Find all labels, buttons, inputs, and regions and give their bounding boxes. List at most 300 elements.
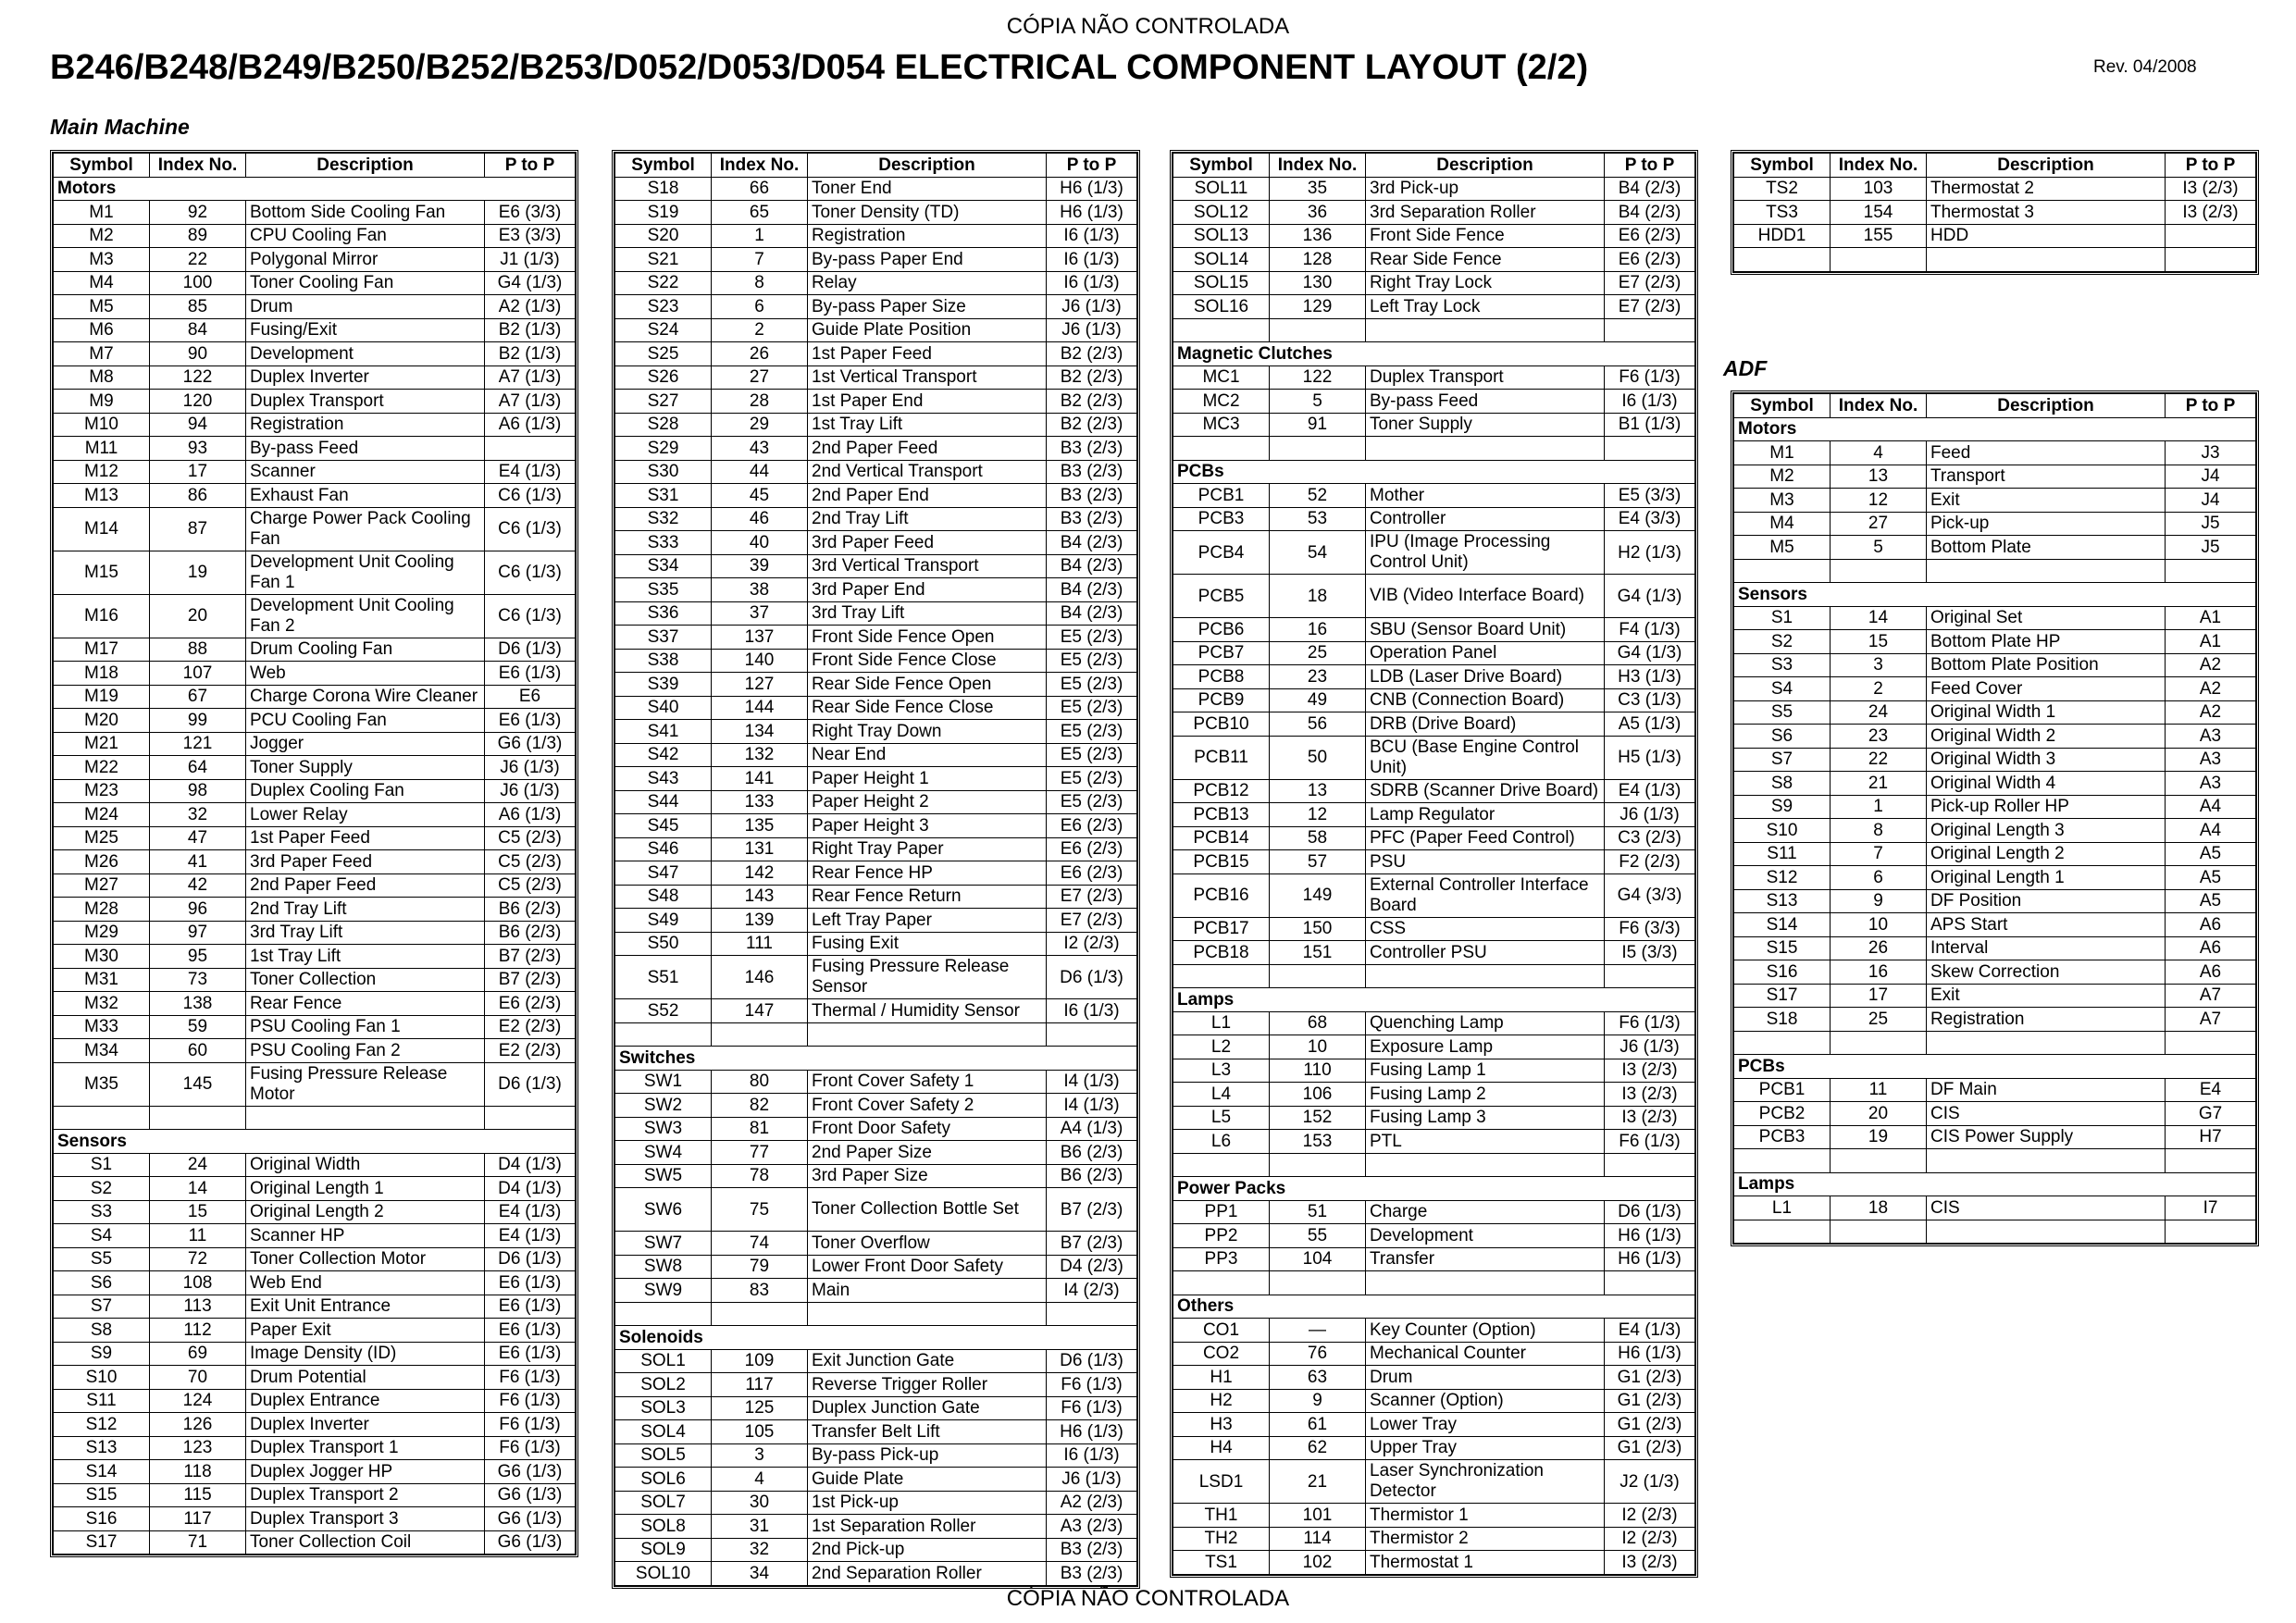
table-row xyxy=(1173,1366,1695,1390)
symbol-cell: SOL1 xyxy=(615,1349,712,1373)
ptop-cell: A2 xyxy=(2166,700,2256,725)
ptop-cell: J5 xyxy=(2166,512,2256,536)
description-cell: By-pass Pick-up xyxy=(808,1443,1047,1468)
ptop-cell: G4 (1/3) xyxy=(1605,575,1695,618)
column-header: Index No. xyxy=(1831,154,1927,178)
table-row xyxy=(1173,712,1695,737)
symbol-cell: S48 xyxy=(615,885,712,909)
symbol-cell: S17 xyxy=(1734,984,1831,1008)
description-cell: 3rd Paper Size xyxy=(808,1164,1047,1188)
table-row xyxy=(54,318,576,342)
symbol-cell: S41 xyxy=(615,720,712,744)
index-cell: 59 xyxy=(150,1015,246,1039)
description-cell: VIB (Video Interface Board) xyxy=(1366,575,1605,618)
ptop-cell: H3 (1/3) xyxy=(1605,665,1695,689)
description-cell: Left Tray Paper xyxy=(808,909,1047,933)
ptop-cell: E6 (1/3) xyxy=(485,1295,576,1319)
index-cell: 138 xyxy=(150,992,246,1016)
ptop-cell: E4 (3/3) xyxy=(1605,507,1695,531)
symbol-cell: PCB1 xyxy=(1734,1078,1831,1102)
symbol-cell xyxy=(615,1022,712,1047)
description-cell: DRB (Drive Board) xyxy=(1366,712,1605,737)
ptop-cell: I2 (2/3) xyxy=(1605,1504,1695,1528)
table-row xyxy=(54,224,576,248)
ptop-cell: E6 (2/3) xyxy=(1047,837,1137,861)
table-row xyxy=(54,551,576,594)
symbol-cell: M7 xyxy=(54,342,150,366)
ptop-cell: J6 (1/3) xyxy=(485,779,576,803)
table-row xyxy=(54,968,576,992)
index-cell: 108 xyxy=(150,1271,246,1295)
description-cell: 3rd Paper End xyxy=(808,578,1047,602)
description-cell: Thermostat 1 xyxy=(1366,1551,1605,1575)
column-header: Symbol xyxy=(615,154,712,178)
table-row xyxy=(54,1015,576,1039)
table-row xyxy=(54,826,576,850)
index-cell: 122 xyxy=(1270,365,1366,390)
index-cell: 40 xyxy=(712,531,808,555)
symbol-cell: S6 xyxy=(1734,725,1831,749)
description-cell: Exit xyxy=(1927,489,2166,513)
table-row xyxy=(1173,1319,1695,1343)
description-cell: 3rd Separation Roller xyxy=(1366,201,1605,225)
table-row xyxy=(54,1039,576,1063)
index-cell: 18 xyxy=(1270,575,1366,618)
table-row xyxy=(615,861,1137,886)
index-cell: 10 xyxy=(1831,913,1927,937)
table-row xyxy=(615,1070,1137,1094)
table-row xyxy=(1173,365,1695,390)
description-cell: By-pass Feed xyxy=(246,437,485,461)
table-row xyxy=(54,1507,576,1531)
symbol-cell: L1 xyxy=(1173,1011,1270,1035)
description-cell: Exhaust Fan xyxy=(246,484,485,508)
description-cell: Toner Collection Motor xyxy=(246,1247,485,1271)
table-row xyxy=(615,743,1137,767)
symbol-cell: S47 xyxy=(615,861,712,886)
component-table-4 xyxy=(1731,150,2259,275)
index-cell: 27 xyxy=(1831,512,1927,536)
ptop-cell xyxy=(1605,1271,1695,1295)
description-cell: Duplex Junction Gate xyxy=(808,1396,1047,1420)
description-cell: Drum xyxy=(246,295,485,319)
ptop-cell: E5 (3/3) xyxy=(1605,484,1695,508)
symbol-cell: M28 xyxy=(54,898,150,922)
index-cell: 37 xyxy=(712,601,808,626)
description-cell: 2nd Tray Lift xyxy=(808,507,1047,531)
table-row xyxy=(1734,1149,2256,1173)
table-row xyxy=(54,709,576,733)
table-row xyxy=(1173,1413,1695,1437)
ptop-cell: H7 xyxy=(2166,1125,2256,1149)
symbol-cell: MC1 xyxy=(1173,365,1270,390)
index-cell: 49 xyxy=(1270,688,1366,712)
ptop-cell: E5 (2/3) xyxy=(1047,720,1137,744)
description-cell: Charge Power Pack Cooling Fan xyxy=(246,507,485,551)
index-cell: 142 xyxy=(712,861,808,886)
description-cell: Original Width xyxy=(246,1153,485,1177)
ptop-cell: J6 (1/3) xyxy=(1047,1468,1137,1492)
index-cell: 58 xyxy=(1270,826,1366,850)
table-row xyxy=(54,1342,576,1366)
description-cell: External Controller Interface Board xyxy=(1366,873,1605,917)
index-cell xyxy=(712,1302,808,1326)
symbol-cell: SW2 xyxy=(615,1094,712,1118)
description-cell: Feed Cover xyxy=(1927,677,2166,701)
ptop-cell: A7 (1/3) xyxy=(485,390,576,414)
table-row xyxy=(54,295,576,319)
ptop-cell: E6 (2/3) xyxy=(1047,861,1137,886)
ptop-cell: A5 xyxy=(2166,889,2256,913)
description-cell: Transfer xyxy=(1366,1247,1605,1271)
ptop-cell: J6 (1/3) xyxy=(1047,295,1137,319)
index-cell: 150 xyxy=(1270,917,1366,941)
index-cell: 2 xyxy=(712,318,808,342)
index-cell xyxy=(1270,437,1366,461)
table-row xyxy=(1173,318,1695,342)
index-cell: 74 xyxy=(712,1232,808,1256)
index-cell xyxy=(1270,318,1366,342)
index-cell: 14 xyxy=(150,1177,246,1201)
symbol-cell: S12 xyxy=(54,1413,150,1437)
table-row xyxy=(1173,618,1695,642)
description-cell: Jogger xyxy=(246,732,485,756)
symbol-cell: M4 xyxy=(1734,512,1831,536)
index-cell: 28 xyxy=(712,390,808,414)
index-cell: 134 xyxy=(712,720,808,744)
index-cell: 34 xyxy=(712,1562,808,1586)
ptop-cell: E6 (1/3) xyxy=(485,1319,576,1343)
ptop-cell: C6 (1/3) xyxy=(485,594,576,638)
table-row xyxy=(1173,964,1695,988)
ptop-cell: B2 (1/3) xyxy=(485,342,576,366)
description-cell: PSU Cooling Fan 1 xyxy=(246,1015,485,1039)
description-cell: Development xyxy=(1366,1224,1605,1248)
index-cell: 51 xyxy=(1270,1200,1366,1224)
description-cell: 1st Paper Feed xyxy=(808,342,1047,366)
ptop-cell: B1 (1/3) xyxy=(1605,413,1695,437)
description-cell: 2nd Separation Roller xyxy=(808,1562,1047,1586)
description-cell: Front Side Fence Open xyxy=(808,626,1047,650)
column-header: Description xyxy=(246,154,485,178)
symbol-cell: M17 xyxy=(54,638,150,662)
table-row xyxy=(1173,1527,1695,1551)
ptop-cell: B7 (2/3) xyxy=(1047,1232,1137,1256)
index-cell: 13 xyxy=(1270,779,1366,803)
index-cell: 31 xyxy=(712,1515,808,1539)
index-cell: 105 xyxy=(712,1420,808,1444)
description-cell: Near End xyxy=(808,743,1047,767)
index-cell: 52 xyxy=(1270,484,1366,508)
description-cell: Front Cover Safety 1 xyxy=(808,1070,1047,1094)
ptop-cell: A3 xyxy=(2166,725,2256,749)
index-cell: 104 xyxy=(1270,1247,1366,1271)
symbol-cell: M1 xyxy=(54,201,150,225)
symbol-cell: PCB4 xyxy=(1173,531,1270,575)
index-cell: 106 xyxy=(1270,1083,1366,1107)
description-cell: Upper Tray xyxy=(1366,1436,1605,1460)
group-label: Switches xyxy=(615,1047,1137,1071)
ptop-cell: B3 (2/3) xyxy=(1047,507,1137,531)
table-row xyxy=(1734,1078,2256,1102)
symbol-cell: S1 xyxy=(54,1153,150,1177)
ptop-cell xyxy=(1605,437,1695,461)
ptop-cell: G7 xyxy=(2166,1102,2256,1126)
index-cell: 73 xyxy=(150,968,246,992)
ptop-cell: D6 (1/3) xyxy=(485,1247,576,1271)
symbol-cell: M13 xyxy=(54,484,150,508)
page-title: B246/B248/B249/B250/B252/B253/D052/D053/D054 ELECTRICAL COMPONENT LAYOUT (2/2) xyxy=(50,48,1589,87)
description-cell: Registration xyxy=(246,413,485,437)
ptop-cell: B6 (2/3) xyxy=(1047,1164,1137,1188)
index-cell xyxy=(1270,964,1366,988)
table-row xyxy=(54,271,576,295)
index-cell: 113 xyxy=(150,1295,246,1319)
ptop-cell: E5 (2/3) xyxy=(1047,696,1137,720)
index-cell: 79 xyxy=(712,1255,808,1279)
table-row xyxy=(1173,779,1695,803)
table-row xyxy=(1173,1342,1695,1366)
table-row xyxy=(615,932,1137,956)
description-cell xyxy=(246,1106,485,1130)
description-cell: BCU (Base Engine Control Unit) xyxy=(1366,736,1605,779)
description-cell: PFC (Paper Feed Control) xyxy=(1366,826,1605,850)
symbol-cell: SW3 xyxy=(615,1117,712,1141)
ptop-cell: A6 xyxy=(2166,936,2256,960)
index-cell: 25 xyxy=(1270,641,1366,665)
component-table-1 xyxy=(50,150,578,1557)
ptop-cell: B3 (2/3) xyxy=(1047,437,1137,461)
ptop-cell: G1 (2/3) xyxy=(1605,1436,1695,1460)
symbol-cell: S43 xyxy=(615,767,712,791)
index-cell: 147 xyxy=(712,999,808,1023)
table-row xyxy=(1734,819,2256,843)
symbol-cell: S10 xyxy=(54,1366,150,1390)
description-cell: Skew Correction xyxy=(1927,960,2166,985)
ptop-cell: E6 (1/3) xyxy=(485,1342,576,1366)
index-cell: 5 xyxy=(1831,536,1927,560)
symbol-cell xyxy=(1734,1149,1831,1173)
table-row xyxy=(1173,1200,1695,1224)
symbol-cell: M22 xyxy=(54,756,150,780)
index-cell: 26 xyxy=(1831,936,1927,960)
description-cell: 2nd Paper End xyxy=(808,484,1047,508)
index-cell: 145 xyxy=(150,1062,246,1106)
description-cell: Thermostat 2 xyxy=(1927,177,2166,201)
symbol-cell: M14 xyxy=(54,507,150,551)
table-row xyxy=(1173,803,1695,827)
table-row xyxy=(1734,984,2256,1008)
symbol-cell: S11 xyxy=(1734,842,1831,866)
column-header: P to P xyxy=(2166,394,2256,418)
table-row xyxy=(615,814,1137,838)
group-label: Sensors xyxy=(54,1130,576,1154)
table-row xyxy=(54,413,576,437)
ptop-cell: D6 (1/3) xyxy=(1605,1200,1695,1224)
table-row xyxy=(1173,1153,1695,1177)
description-cell: 2nd Paper Feed xyxy=(808,437,1047,461)
ptop-cell: B4 (2/3) xyxy=(1047,554,1137,578)
ptop-cell: E6 (2/3) xyxy=(1605,248,1695,272)
index-cell: 109 xyxy=(712,1349,808,1373)
ptop-cell: I2 (2/3) xyxy=(1047,932,1137,956)
index-cell: 19 xyxy=(150,551,246,594)
group-label: Motors xyxy=(54,177,576,201)
ptop-cell: G6 (1/3) xyxy=(485,732,576,756)
symbol-cell: S44 xyxy=(615,790,712,814)
index-cell: 91 xyxy=(1270,413,1366,437)
symbol-cell: LSD1 xyxy=(1173,1460,1270,1504)
table-row xyxy=(615,271,1137,295)
ptop-cell: I7 xyxy=(2166,1196,2256,1220)
symbol-cell: S37 xyxy=(615,626,712,650)
ptop-cell: E7 (2/3) xyxy=(1047,885,1137,909)
ptop-cell: A4 xyxy=(2166,795,2256,819)
column-header: Description xyxy=(1366,154,1605,178)
description-cell: Drum Potential xyxy=(246,1366,485,1390)
ptop-cell: A2 xyxy=(2166,653,2256,677)
ptop-cell: B3 (2/3) xyxy=(1047,1562,1137,1586)
index-cell: 96 xyxy=(150,898,246,922)
symbol-cell: SW9 xyxy=(615,1279,712,1303)
table-row xyxy=(54,638,576,662)
index-cell: 146 xyxy=(712,956,808,999)
index-cell: 57 xyxy=(1270,850,1366,874)
table-row xyxy=(615,342,1137,366)
ptop-cell: E6 (1/3) xyxy=(485,662,576,686)
symbol-cell: S32 xyxy=(615,507,712,531)
table-row xyxy=(615,578,1137,602)
symbol-cell: S17 xyxy=(54,1530,150,1555)
ptop-cell: J6 (1/3) xyxy=(485,756,576,780)
ptop-cell: F6 (1/3) xyxy=(485,1366,576,1390)
table-row xyxy=(54,365,576,390)
index-cell: 111 xyxy=(712,932,808,956)
table-row xyxy=(1173,531,1695,575)
table-row xyxy=(615,413,1137,437)
table-row xyxy=(1734,936,2256,960)
table-row xyxy=(1173,1504,1695,1528)
ptop-cell: E6 (1/3) xyxy=(485,709,576,733)
symbol-cell: H4 xyxy=(1173,1436,1270,1460)
ptop-cell: A3 xyxy=(2166,748,2256,772)
table-row xyxy=(54,1224,576,1248)
group-header-row xyxy=(1734,417,2256,441)
table-row xyxy=(54,1153,576,1177)
symbol-cell: PCB6 xyxy=(1173,618,1270,642)
index-cell: 80 xyxy=(712,1070,808,1094)
table-row xyxy=(1734,1125,2256,1149)
symbol-cell: S29 xyxy=(615,437,712,461)
description-cell: 1st Tray Lift xyxy=(246,945,485,969)
table-row xyxy=(615,365,1137,390)
symbol-cell: S15 xyxy=(1734,936,1831,960)
table-row xyxy=(615,790,1137,814)
ptop-cell: B6 (2/3) xyxy=(485,921,576,945)
ptop-cell: D6 (1/3) xyxy=(485,638,576,662)
symbol-cell: S2 xyxy=(54,1177,150,1201)
symbol-cell: M9 xyxy=(54,390,150,414)
description-cell: Thermistor 1 xyxy=(1366,1504,1605,1528)
index-cell: 136 xyxy=(1270,224,1366,248)
table-row xyxy=(615,1396,1137,1420)
symbol-cell: PCB3 xyxy=(1173,507,1270,531)
index-cell: 139 xyxy=(712,909,808,933)
table-row xyxy=(1173,1035,1695,1059)
table-row xyxy=(615,437,1137,461)
symbol-cell: S50 xyxy=(615,932,712,956)
table-row xyxy=(1734,177,2256,201)
symbol-cell: M2 xyxy=(1734,465,1831,489)
ptop-cell: I6 (1/3) xyxy=(1047,271,1137,295)
description-cell: SDRB (Scanner Drive Board) xyxy=(1366,779,1605,803)
description-cell: Bottom Plate HP xyxy=(1927,630,2166,654)
description-cell: Key Counter (Option) xyxy=(1366,1319,1605,1343)
description-cell: Operation Panel xyxy=(1366,641,1605,665)
ptop-cell: B2 (2/3) xyxy=(1047,413,1137,437)
symbol-cell: S7 xyxy=(1734,748,1831,772)
ptop-cell: B4 (2/3) xyxy=(1047,531,1137,555)
table-row xyxy=(54,779,576,803)
ptop-cell: F6 (1/3) xyxy=(1047,1373,1137,1397)
ptop-cell: G4 (3/3) xyxy=(1605,873,1695,917)
table-row xyxy=(1173,1130,1695,1154)
symbol-cell: S9 xyxy=(1734,795,1831,819)
symbol-cell: S4 xyxy=(54,1224,150,1248)
table-row xyxy=(615,1491,1137,1515)
description-cell: HDD xyxy=(1927,224,2166,248)
column-header: Index No. xyxy=(712,154,808,178)
column-header: Index No. xyxy=(1270,154,1366,178)
column-header: Symbol xyxy=(1734,394,1831,418)
ptop-cell: A3 xyxy=(2166,772,2256,796)
index-cell: 22 xyxy=(1831,748,1927,772)
table-row xyxy=(1173,665,1695,689)
ptop-cell: A4 (1/3) xyxy=(1047,1117,1137,1141)
index-cell: 54 xyxy=(1270,531,1366,575)
index-cell: 84 xyxy=(150,318,246,342)
symbol-cell: PCB9 xyxy=(1173,688,1270,712)
ptop-cell xyxy=(1047,1302,1137,1326)
ptop-cell: J1 (1/3) xyxy=(485,248,576,272)
index-cell xyxy=(150,1106,246,1130)
ptop-cell: C6 (1/3) xyxy=(485,507,576,551)
ptop-cell: E5 (2/3) xyxy=(1047,673,1137,697)
index-cell: 72 xyxy=(150,1247,246,1271)
symbol-cell: PCB8 xyxy=(1173,665,1270,689)
symbol-cell: S42 xyxy=(615,743,712,767)
symbol-cell: S11 xyxy=(54,1389,150,1413)
ptop-cell: I4 (2/3) xyxy=(1047,1279,1137,1303)
description-cell: CPU Cooling Fan xyxy=(246,224,485,248)
ptop-cell: H6 (1/3) xyxy=(1047,1420,1137,1444)
description-cell: By-pass Paper End xyxy=(808,248,1047,272)
table-row xyxy=(1173,826,1695,850)
symbol-cell: PP2 xyxy=(1173,1224,1270,1248)
index-cell: 21 xyxy=(1831,772,1927,796)
ptop-cell xyxy=(2166,1031,2256,1055)
ptop-cell: I3 (2/3) xyxy=(2166,201,2256,225)
symbol-cell xyxy=(1734,1220,1831,1244)
table-row xyxy=(1173,575,1695,618)
ptop-cell: E4 (1/3) xyxy=(1605,779,1695,803)
index-cell: 95 xyxy=(150,945,246,969)
index-cell xyxy=(1831,1149,1927,1173)
ptop-cell: B4 (2/3) xyxy=(1047,578,1137,602)
index-cell: — xyxy=(1270,1319,1366,1343)
description-cell: Bottom Plate Position xyxy=(1927,653,2166,677)
symbol-cell: SOL8 xyxy=(615,1515,712,1539)
